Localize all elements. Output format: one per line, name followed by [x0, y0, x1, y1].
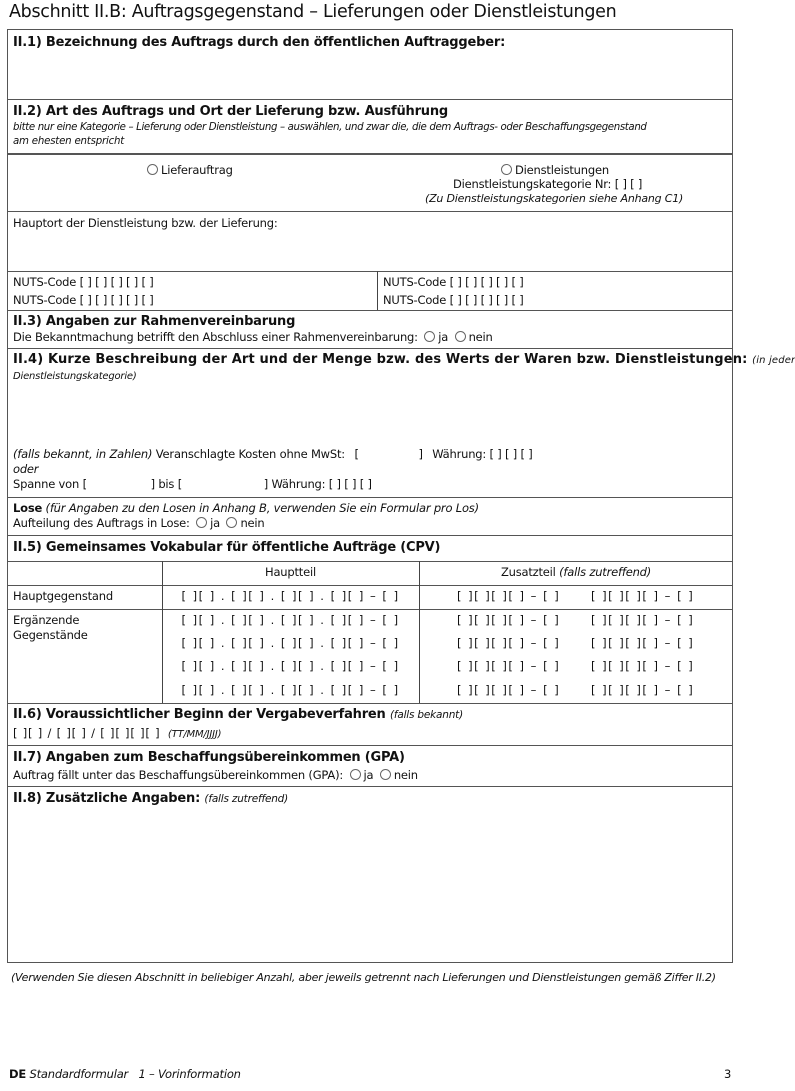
divider — [7, 271, 733, 272]
cpv-row-main-label: Hauptgegenstand — [13, 589, 113, 603]
cpv-row-supp-label: Gegenstände — [13, 628, 88, 642]
section-heading-ii2: II.2) Art des Auftrags und Ort der Lieferung bzw. Ausführung — [13, 104, 449, 119]
divider — [7, 786, 733, 787]
radio-lots-yes[interactable] — [196, 517, 207, 528]
divider — [7, 211, 733, 212]
currency-field[interactable]: [ ] [ ] [ ] — [489, 447, 533, 461]
cpv-supp-code[interactable]: [ ][ ][ ][ ] – [ ] — [591, 636, 695, 650]
estimated-cost-row: (falls bekannt, in Zahlen) Veranschlagte Kosten ohne MwSt: [ ] Währung: [ ] [ ] [ ] — [13, 447, 533, 461]
cpv-supp-code[interactable]: [ ][ ][ ][ ] – [ ] — [457, 589, 561, 603]
divider — [7, 703, 733, 704]
nuts-code-3[interactable]: NUTS-Code [ ] [ ] [ ] [ ] [ ] — [383, 275, 524, 289]
radio-gpa-no[interactable] — [380, 769, 391, 780]
cpv-supp-code[interactable]: [ ][ ][ ][ ] – [ ] — [457, 636, 561, 650]
main-site-label: Hauptort der Dienstleistung bzw. der Lieferung: — [13, 216, 278, 230]
option-services[interactable]: Dienstleistungen — [498, 163, 609, 177]
divider — [7, 561, 733, 562]
section-heading-ii5: II.5) Gemeinsames Vokabular für öffentliche Aufträge (CPV) — [13, 540, 441, 555]
section-heading-ii4: II.4) Kurze Beschreibung der Art und der Menge bzw. des Werts der Waren bzw. Dienstleistungen: (in jeder — [13, 352, 795, 367]
framework-question: Die Bekanntmachung betrifft den Abschluss einer Rahmenvereinbarung: ja nein — [13, 330, 493, 344]
main-site-field[interactable] — [9, 232, 731, 270]
option-supply[interactable]: Lieferauftrag — [144, 163, 233, 177]
cpv-supp-code[interactable]: [ ][ ][ ][ ] – [ ] — [591, 589, 695, 603]
divider — [7, 962, 733, 963]
page-footer: DE Standardformular 1 – Vorinformation — [9, 1067, 241, 1081]
nuts-column-divider — [377, 271, 378, 310]
divider — [7, 153, 733, 155]
cpv-main-code[interactable]: [ ][ ] . [ ][ ] . [ ][ ] . [ ][ ] – [ ] — [181, 659, 400, 673]
start-date-row: [ ][ ] / [ ][ ] / [ ][ ][ ][ ] (TT/MM/JJJJ) — [13, 726, 222, 740]
cpv-supp-code[interactable]: [ ][ ][ ][ ] – [ ] — [457, 659, 561, 673]
service-category: Dienstleistungskategorie Nr: [ ] [ ] — [453, 177, 643, 191]
cpv-supp-code[interactable]: [ ][ ][ ][ ] – [ ] — [457, 683, 561, 697]
lots-heading: Lose (für Angaben zu den Losen in Anhang B, verwenden Sie ein Formular pro Los) — [13, 501, 479, 515]
description-field[interactable] — [9, 386, 731, 444]
range-to-field[interactable]: [ — [177, 477, 182, 491]
radio-gpa-yes[interactable] — [350, 769, 361, 780]
section-hint: Dienstleistungskategorie) — [13, 371, 137, 382]
cpv-supp-code[interactable]: [ ][ ][ ][ ] – [ ] — [591, 683, 695, 697]
section-hint: am ehesten entspricht — [13, 136, 125, 147]
cpv-main-code[interactable]: [ ][ ] . [ ][ ] . [ ][ ] . [ ][ ] – [ ] — [181, 613, 400, 627]
estimated-cost-field[interactable]: [ — [354, 447, 359, 461]
radio-framework-no[interactable] — [455, 331, 466, 342]
radio-services[interactable] — [501, 164, 512, 175]
radio-framework-yes[interactable] — [424, 331, 435, 342]
divider — [7, 745, 733, 746]
lots-question: Aufteilung des Auftrags in Lose: ja nein — [13, 516, 265, 530]
section-heading-ii6: II.6) Voraussichtlicher Beginn der Vergabeverfahren (falls bekannt) — [13, 707, 463, 722]
cpv-main-code[interactable]: [ ][ ] . [ ][ ] . [ ][ ] . [ ][ ] – [ ] — [181, 636, 400, 650]
divider — [7, 348, 733, 349]
cpv-supp-code[interactable]: [ ][ ][ ][ ] – [ ] — [591, 613, 695, 627]
section-heading-ii7: II.7) Angaben zum Beschaffungsübereinkommen (GPA) — [13, 750, 405, 765]
page-title: Abschnitt II.B: Auftragsgegenstand – Lieferungen oder Dienstleistungen — [9, 2, 617, 22]
nuts-code-2[interactable]: NUTS-Code [ ] [ ] [ ] [ ] [ ] — [13, 293, 154, 307]
divider — [7, 585, 733, 586]
nuts-code-4[interactable]: NUTS-Code [ ] [ ] [ ] [ ] [ ] — [383, 293, 524, 307]
or-label: oder — [13, 462, 39, 476]
cpv-main-code[interactable]: [ ][ ] . [ ][ ] . [ ][ ] . [ ][ ] – [ ] — [181, 683, 400, 697]
divider — [7, 310, 733, 311]
start-date-field[interactable]: [ ][ ] / [ ][ ] / [ ][ ][ ][ ] — [13, 726, 161, 740]
divider — [7, 99, 733, 100]
divider — [7, 497, 733, 498]
section-heading-ii8: II.8) Zusätzliche Angaben: (falls zutreffend) — [13, 791, 289, 806]
section-heading-ii3: II.3) Angaben zur Rahmenvereinbarung — [13, 314, 296, 329]
service-category-hint: (Zu Dienstleistungskategorien siehe Anhang C1) — [425, 192, 684, 205]
service-category-field[interactable]: [ ] [ ] — [614, 177, 643, 191]
cpv-main-code[interactable]: [ ][ ] . [ ][ ] . [ ][ ] . [ ][ ] – [ ] — [181, 589, 400, 603]
divider — [7, 29, 733, 30]
radio-supply[interactable] — [147, 164, 158, 175]
cpv-col-main-header: Hauptteil — [265, 565, 316, 579]
section-heading-ii1: II.1) Bezeichnung des Auftrags durch den öffentlichen Auftraggeber: — [13, 35, 506, 50]
cpv-supp-code[interactable]: [ ][ ][ ][ ] – [ ] — [591, 659, 695, 673]
cpv-supp-code[interactable]: [ ][ ][ ][ ] – [ ] — [457, 613, 561, 627]
footer-note: (Verwenden Sie diesen Abschnitt in beliebiger Anzahl, aber jeweils getrennt nach Lieferungen und Dienstleistungen gemäß Ziffer II.2) — [11, 971, 716, 984]
range-row: Spanne von [ ] bis [ ] Währung: [ ] [ ] [ ] — [13, 477, 372, 491]
additional-info-field[interactable] — [9, 810, 731, 960]
section-hint: bitte nur eine Kategorie – Lieferung oder Dienstleistung – auswählen, und zwar die, die dem Auftrags- oder Beschaffungsgegenstand — [13, 122, 647, 133]
cpv-column-divider — [419, 561, 420, 703]
cpv-col-supp-header: Zusatzteil (falls zutreffend) — [500, 565, 652, 579]
cpv-column-divider — [162, 561, 163, 703]
cpv-row-supp-label: Ergänzende — [13, 613, 80, 627]
range-currency-field[interactable]: [ ] [ ] [ ] — [328, 477, 372, 491]
page-number: 3 — [724, 1067, 732, 1081]
divider — [7, 535, 733, 536]
gpa-question: Auftrag fällt unter das Beschaffungsübereinkommen (GPA): ja nein — [13, 768, 418, 782]
nuts-code-1[interactable]: NUTS-Code [ ] [ ] [ ] [ ] [ ] — [13, 275, 154, 289]
divider — [7, 609, 733, 610]
radio-lots-no[interactable] — [226, 517, 237, 528]
range-from-field[interactable]: [ — [82, 477, 87, 491]
contract-title-field[interactable] — [9, 55, 731, 97]
